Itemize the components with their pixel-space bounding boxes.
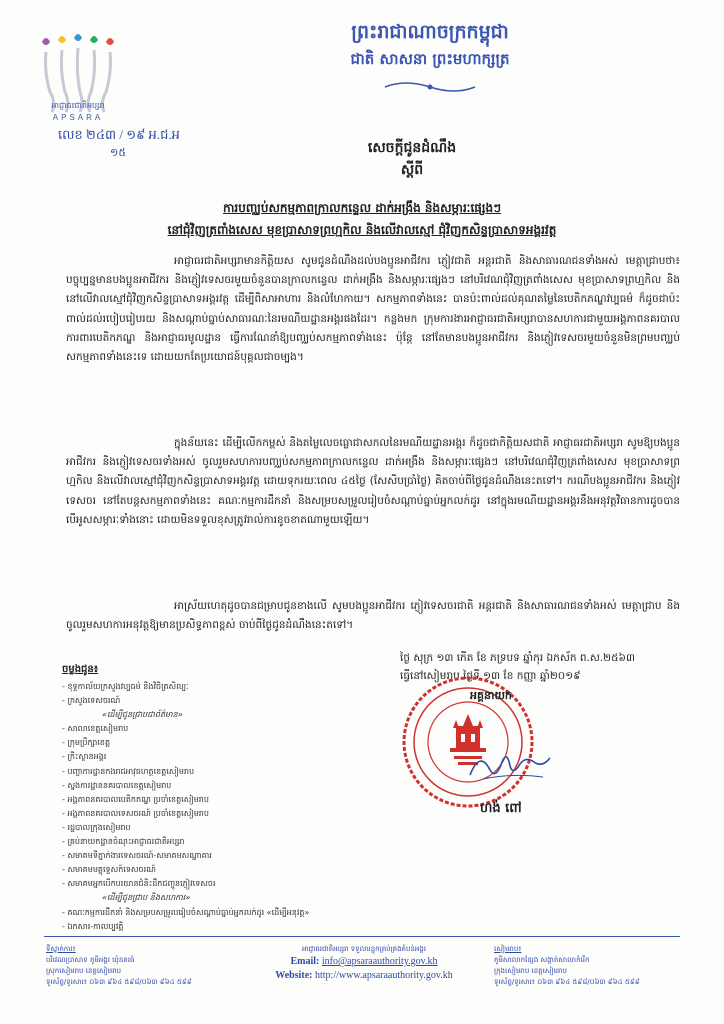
date-solar: ធ្វើនៅសៀមរាប ថ្ងៃទី ១៣ ខែ កញ្ញា ឆ្នាំ២០១៩ bbox=[400, 670, 581, 682]
ornament-divider-icon bbox=[380, 80, 480, 94]
recipient-item: - អង្គភាពនគរបាលទេសចរណ៍ ប្រចាំខេត្តសៀមរាប bbox=[62, 807, 362, 821]
apsara-logo bbox=[28, 30, 128, 140]
signer-name: ហង់ ពៅ bbox=[480, 801, 522, 816]
signature-icon bbox=[465, 745, 555, 785]
website-link[interactable]: http://www.apsaraauthority.gov.kh bbox=[314, 970, 453, 981]
recipient-item: - សាលាខេត្តសៀមរាប bbox=[62, 722, 362, 736]
recipient-item: - សមាគមអ្នកបើកបរយានជំនិះដឹកជញ្ជូនភ្ញៀវទេសចរ bbox=[62, 877, 362, 891]
paragraph-1: អាជ្ញាធរជាតិអប្សរាមានកិត្តិយស សូមជូនដំណឹងដល់បងប្អូនអាជីវករ ភ្ញៀវជាតិ អន្តរជាតិ និងសាធារណជនទាំងអស់ មេត្តាជ្រាបថា៖ បច្ចុប្បន្នមានបងប្អូនអាជីវករ និងភ្ញៀវទេសចរមួយចំនួនបានក្រាលកន្ទេល ដាក់អង្រឹង និងសម្ភារៈផ្សេងៗ នៅបរិវេណជុំវិញត្រពាំងសេស មុខប្រាសាទព្រហ្មកិល និងនៅលើវាលស្មៅជុំវិញកសិន្ទប្រាសាទអង្គរវត្ត ដើម្បីពិសាអាហារ និងលំហែកាយ។ សកម្មភាពទាំងនេះ បានប៉ះពាល់ដល់គុណតម្លៃនៃបេតិកភណ្ឌវប្បធម៌ ក៏ដូចជាប៉ះពាល់ដល់របៀបរៀបរយ និងសណ្តាប់ធ្នាប់សាធារណៈនៃរមណីយដ្ឋានអង្គរផងដែរ។ កន្លងមក ក្រុមការងារអាជ្ញាធរជាតិអប្សរាបានសហការជាមួយអង្គភាពនគរបាលការពារបេតិកភណ្ឌ និងអាជ្ញាធរមូលដ្ឋាន ធ្វើការណែនាំឱ្យបញ្ឈប់សកម្មភាពទាំងនេះ ប៉ុន្តែ នៅតែមានបងប្អូនអាជីវករ និងភ្ញៀវទេសចរមួយចំនួនមិនព្រមបញ្ឈប់សកម្មភាពទាំងនេះទេ ដោយយកតែប្រយោជន៍បុគ្គលជាចម្បង។ bbox=[66, 255, 680, 364]
footer-headquarters bbox=[46, 944, 246, 988]
footer-email[interactable] bbox=[254, 955, 474, 969]
recipient-item: - ឯកសារ-កាលប្បវត្តិ bbox=[62, 920, 362, 934]
footer-right-line-2: ក្រុងសៀមរាប ខេត្តសៀមរាប bbox=[494, 967, 567, 975]
recipient-item: - គ្រប់នាយកដ្ឋានចំណុះអាជ្ញាធរជាតិអប្សរា bbox=[62, 835, 362, 849]
footer-right-label: សៀមរាប៖ bbox=[494, 945, 522, 953]
email-link[interactable]: info@apsaraauthority.gov.kh bbox=[321, 956, 438, 967]
reference-mark: ១៥ bbox=[110, 146, 127, 159]
signer-title: អគ្គនាយក bbox=[470, 689, 512, 702]
footer-siem-reap-office bbox=[494, 944, 694, 988]
subject-line-2: នៅជុំវិញត្រពាំងសេស មុខប្រាសាទព្រហ្មកិល និងលើវាលស្មៅ ជុំវិញកសិន្ទប្រាសាទអង្គរវត្ត bbox=[167, 223, 557, 237]
footer-mid-line-1: អាជ្ញាធរជាតិអប្សរា ទទួលបន្ទុកគ្រប់គ្រងតំបន់អង្គរ bbox=[301, 945, 426, 953]
kingdom-heading: ព្រះរាជាណាចក្រកម្ពុជា bbox=[351, 21, 509, 43]
logo-subtitle: APSARA bbox=[52, 113, 104, 122]
official-stamp-icon bbox=[398, 672, 538, 812]
footer-website[interactable] bbox=[254, 969, 474, 983]
recipient-item: - បញ្ជាការដ្ឋានកងរាជអាវុធហត្ថខេត្តសៀមរាប bbox=[62, 765, 362, 779]
recipient-item: - ក្រីះស្ថានអង្គរ bbox=[62, 750, 362, 764]
paragraph-2: ក្នុងន័យនេះ ដើម្បីលើកកម្ពស់ និងតម្លៃលេចធ្លោជាសកលនៃរមណីយដ្ឋានអង្គរ ក៏ដូចជាកិត្តិយសជាតិ អាជ្ញាធរជាតិអប្សរា សូមឱ្យបងប្អូនអាជីវករ និងភ្ញៀវទេសចរទាំងអស់ ចូលរួមសហការបញ្ឈប់សកម្មភាពក្រាលកន្ទេល ដាក់អង្រឹង និងសម្ភារៈផ្សេងៗ នៅបរិវេណជុំវិញត្រពាំងសេស មុខប្រាសាទព្រហ្មកិល និងលើវាលស្មៅជុំវិញកសិន្ទប្រាសាទអង្គរវត្ត ដោយទុករយៈពេល ៤៥ថ្ងៃ (សែសិបប្រាំថ្ងៃ) គិតចាប់ពីថ្ងៃជូនដំណឹងនេះតទៅ។ ករណីបងប្អូនអាជីវករ និងភ្ញៀវទេសចរ នៅតែបន្តសកម្មភាពទាំងនេះ គណៈកម្មការដឹកនាំ និងសម្របសម្រួលរៀបចំសណ្តាប់ធ្នាប់អ្នកលក់ដូរ នៅក្នុងរមណីយដ្ឋានអង្គរនឹងអនុវត្តវិធានការដូចបាន បើអូសសម្ភារៈទាំងនោះ ដោយមិនទទួលខុសត្រូវរាល់ការខូចខាតណាមួយឡើយ។ bbox=[66, 437, 680, 526]
flame-icons bbox=[42, 34, 114, 45]
recipient-item: - ក្រសួងទេសចរណ៍ bbox=[62, 694, 362, 708]
footer-left-label: ទីស្នាក់ការ៖ bbox=[46, 945, 76, 953]
email-label: Email: bbox=[290, 956, 320, 967]
footer-right-line-3: ទូរស័ព្ទ/ទូរសារ៖ ០៦៣ ៩៦៤ ៥៩៨/០៦៣ ៩៦៤ ៥៩៩ bbox=[494, 978, 640, 986]
recipient-note: «ដើម្បីជូនជ្រាបជាព័ត៌មាន» bbox=[102, 710, 183, 720]
national-motto: ជាតិ សាសនា ព្រះមហាក្សត្រ bbox=[350, 50, 510, 68]
footer-divider bbox=[44, 936, 680, 937]
recipients-list bbox=[62, 680, 362, 934]
document-title: សេចក្តីជូនដំណឹង bbox=[367, 140, 457, 156]
recipient-item: - រដ្ឋបាលក្រុងសៀមរាប bbox=[62, 821, 362, 835]
document-about: ស្តីពី bbox=[400, 162, 424, 178]
recipient-item: - សមាគមទីភ្នាក់ងារទេសចរណ៍-សមាគមសណ្ឋាគារ bbox=[62, 849, 362, 863]
footer-right-line-1: ភូមិសាលាកន្សែង សង្កាត់សាលាកំរើក bbox=[494, 956, 590, 964]
paragraph-3: អាស្រ័យហេតុដូចបានជម្រាបជូនខាងលើ សូមបងប្អូនអាជីវករ ភ្ញៀវទេសចរជាតិ អន្តរជាតិ និងសាធារណជនទាំងអស់ មេត្តាជ្រាប និងចូលរួមសហការអនុវត្តឱ្យមានប្រសិទ្ធភាពខ្ពស់ ចាប់ពីថ្ងៃជូនដំណឹងនេះតទៅ។ bbox=[66, 600, 680, 632]
recipient-item: - ខុទ្ទកាល័យក្រសួងវប្បធម៌ និងវិចិត្រសិល្បៈ bbox=[62, 680, 362, 694]
footer-left-line-1: បរិវេណប្រាសាទ ភូមិអង្គរ ឃុំនគរធំ bbox=[46, 956, 135, 964]
logo-text: អាជ្ញាធរជាតិអប្សរា bbox=[51, 101, 105, 110]
website-label: Website: bbox=[275, 970, 313, 981]
footer-left-line-2: ស្រុកសៀមរាប ខេត្តសៀមរាប bbox=[46, 967, 122, 975]
recipient-item: - អង្គភាពនគរបាលបេតិកភណ្ឌ ប្រចាំខេត្តសៀមរាប bbox=[62, 793, 362, 807]
recipient-item: - ស្នងការដ្ឋាននគរបាលខេត្តសៀមរាប bbox=[62, 779, 362, 793]
recipient-item: - ក្រុមប្រឹក្សាខេត្ត bbox=[62, 736, 362, 750]
footer-contact bbox=[254, 944, 474, 983]
reference-number: លេខ ២៤៣ / ១៩ អ.ជ.អ bbox=[58, 127, 180, 142]
subject-line-1: ការបញ្ឈប់សកម្មភាពក្រាលកន្ទេល ដាក់អង្រឹង និងសម្ភារៈផ្សេងៗ bbox=[223, 201, 501, 215]
recipients-heading: ចម្លងជូន៖ bbox=[62, 664, 99, 675]
recipient-item: - សមាគមមគ្គុទ្ទេសក៍ទេសចរណ៍ bbox=[62, 863, 362, 877]
footer-left-line-3: ទូរស័ព្ទ/ទូរសារ៖ ០៦៣ ៩៦៤ ៥៩៨/០៦៣ ៩៦៤ ៥៩៩ bbox=[46, 978, 192, 986]
recipient-note: «ដើម្បីជូនជ្រាប និងសហការ» bbox=[102, 893, 191, 903]
recipient-item: - គណៈកម្មការដឹកនាំ និងសម្របសម្រួលរៀបចំសណ្តាប់ធ្នាប់អ្នកលក់ដូរ «ដើម្បីអនុវត្ត» bbox=[62, 906, 362, 920]
date-lunar: ថ្ងៃ សុក្រ ១៣ កើត ខែ ភទ្របទ ឆ្នាំកុរ ឯកស័ក ព.ស.២៥៦៣ bbox=[400, 652, 635, 664]
